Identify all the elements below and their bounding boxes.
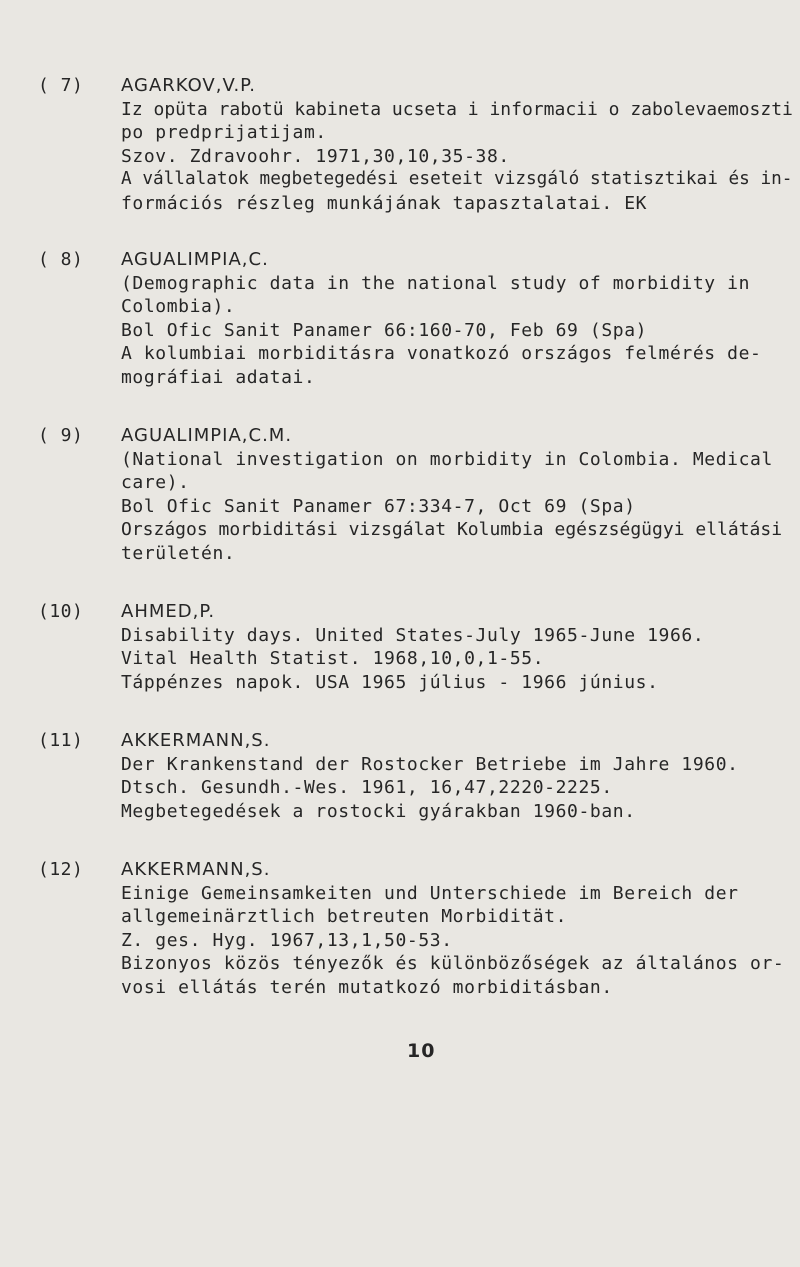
entry-number: (12) [38, 859, 84, 880]
entry-line: Disability days. United States-July 1965-June 1966. [121, 624, 705, 646]
entry-line: Vital Health Statist. 1968,10,0,1-55. [121, 648, 545, 669]
entry-line: (National investigation on morbidity in Colombia. Medical [121, 448, 773, 470]
entry-line: mográfiai adatai. [121, 366, 316, 388]
entry-author: AKKERMANN,S. [121, 859, 271, 880]
entry-text [121, 424, 793, 565]
entry-number: (11) [38, 730, 84, 751]
entry-number: (10) [38, 601, 84, 622]
entry-line: Der Krankenstand der Rostocker Betriebe im Jahre 1960. [121, 753, 739, 775]
entry-line: Iz opüta rabotü kabineta ucseta i informacii o zabolevaemoszti [121, 98, 793, 120]
entry-line: Bizonyos közös tényezők és különbözőségek az általános or- [121, 953, 785, 974]
entry-author: AGUALIMPIA,C. [121, 249, 269, 270]
entry-line: Z. ges. Hyg. 1967,13,1,50-53. [121, 929, 453, 951]
entry-author: AKKERMANN,S. [121, 730, 271, 751]
entry-author: AGUALIMPIA,C.M. [121, 425, 293, 446]
entry-text [121, 858, 793, 999]
entry-line: Szov. Zdravoohr. 1971,30,10,35-38. [121, 145, 510, 167]
entry-line: Táppénzes napok. USA 1965 július - 1966 június. [121, 671, 659, 693]
entry-line: (Demographic data in the national study of morbidity in [121, 272, 751, 294]
entry-line: területén. [121, 542, 236, 564]
entry-text [121, 729, 793, 823]
page-number: 10 [407, 1040, 436, 1062]
entry-number: ( 9) [38, 425, 84, 446]
entry-line: Einige Gemeinsamkeiten und Unterschiede im Bereich der [121, 882, 739, 904]
entry-line: Országos morbiditási vizsgálat Kolumbia egészségügyi ellátási [121, 519, 783, 540]
entry-line: Dtsch. Gesundh.-Wes. 1961, 16,47,2220-2225. [121, 777, 613, 798]
entry-line: allgemeinärztlich betreuten Morbidität. [121, 906, 568, 927]
entry-line: Bol Ofic Sanit Panamer 66:160-70, Feb 69 (Spa) [121, 319, 648, 341]
entry-text [121, 74, 793, 215]
entry-line: po predprijatijam. [121, 122, 327, 143]
entry-number: ( 7) [38, 75, 84, 96]
entry-line: vosi ellátás terén mutatkozó morbiditásban. [121, 976, 613, 998]
entry-line: A vállalatok megbetegedési eseteit vizsgáló statisztikai és in- [121, 169, 793, 189]
entry-line: Colombia). [121, 296, 236, 317]
entry-line: formációs részleg munkájának tapasztalatai. EK [121, 192, 648, 214]
entry-line: Megbetegedések a rostocki gyárakban 1960-ban. [121, 800, 636, 822]
entry-author: AHMED,P. [121, 601, 216, 622]
entry-number: ( 8) [38, 249, 84, 270]
entry-line: care). [121, 472, 190, 493]
entry-author: AGARKOV,V.P. [121, 75, 256, 96]
entry-line: A kolumbiai morbiditásra vonatkozó országos felmérés de- [121, 343, 762, 364]
entry-text [121, 248, 793, 389]
entry-line: Bol Ofic Sanit Panamer 67:334-7, Oct 69 (Spa) [121, 495, 636, 517]
entry-text [121, 600, 793, 694]
